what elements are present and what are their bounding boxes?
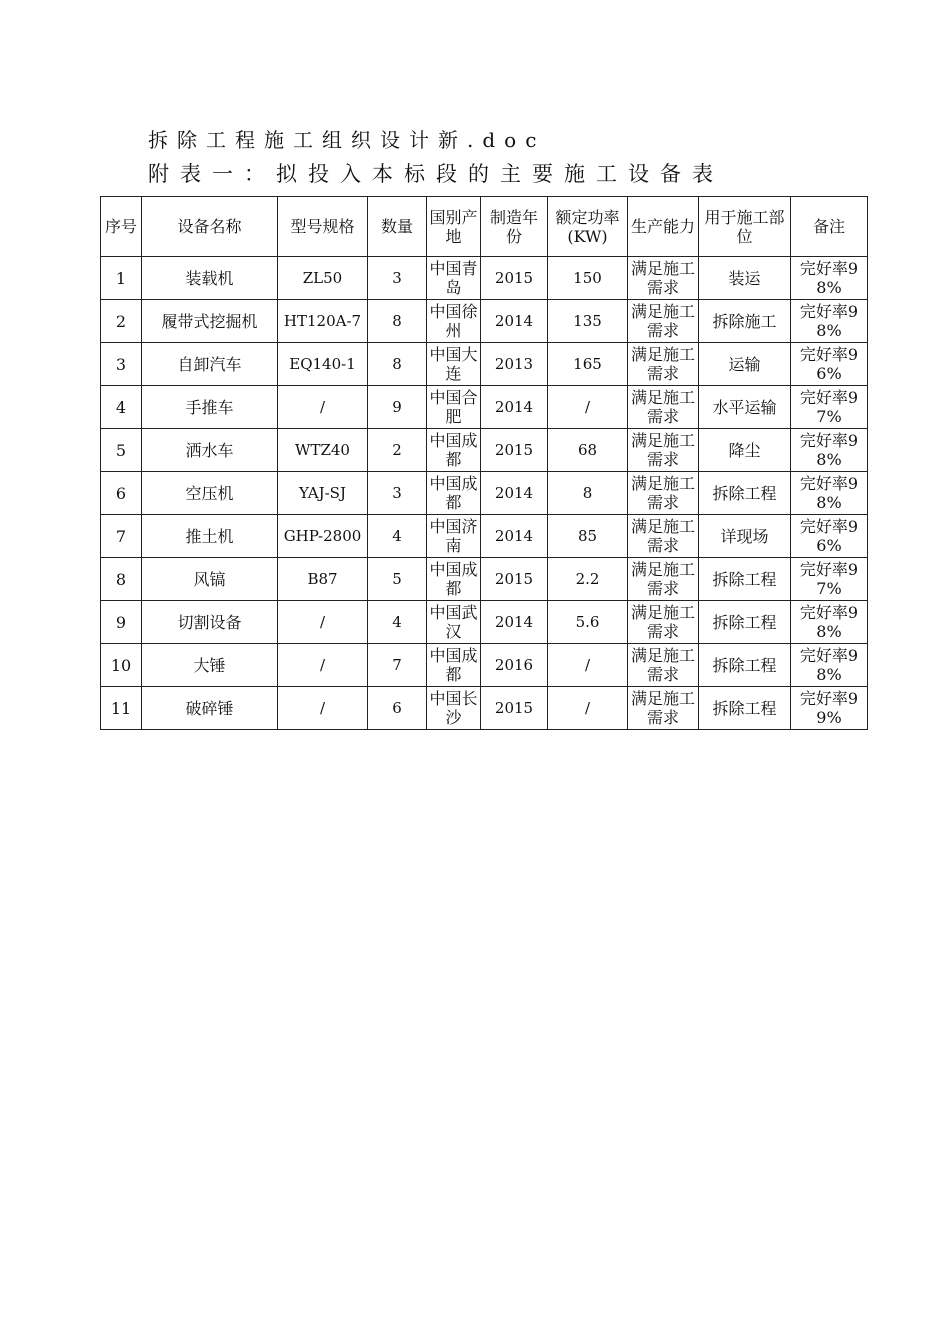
cell-year: 2014 [481,386,548,429]
header-capacity: 生产能力 [628,197,699,257]
cell-power: 2.2 [548,558,628,601]
cell-year: 2013 [481,343,548,386]
cell-qty: 8 [368,300,427,343]
cell-capacity: 满足施工需求 [628,644,699,687]
cell-origin: 中国济南 [427,515,481,558]
cell-remark: 完好率97% [791,558,868,601]
cell-usage: 装运 [699,257,791,300]
cell-model: B87 [278,558,368,601]
cell-usage: 拆除工程 [699,601,791,644]
table-header-row [101,197,868,257]
cell-power: 150 [548,257,628,300]
cell-remark: 完好率98% [791,472,868,515]
table-row [101,472,868,515]
cell-year: 2014 [481,515,548,558]
cell-origin: 中国成都 [427,558,481,601]
cell-year: 2015 [481,429,548,472]
cell-name: 装载机 [142,257,278,300]
cell-qty: 9 [368,386,427,429]
table-row [101,386,868,429]
cell-usage: 拆除工程 [699,558,791,601]
cell-no: 10 [101,644,142,687]
header-usage: 用于施工部位 [699,197,791,257]
cell-name: 手推车 [142,386,278,429]
cell-year: 2015 [481,687,548,730]
cell-qty: 4 [368,601,427,644]
cell-no: 6 [101,472,142,515]
table-row [101,300,868,343]
cell-name: 风镐 [142,558,278,601]
cell-power: / [548,687,628,730]
cell-origin: 中国武汉 [427,601,481,644]
cell-usage: 降尘 [699,429,791,472]
cell-qty: 5 [368,558,427,601]
header-origin: 国别产地 [427,197,481,257]
cell-no: 7 [101,515,142,558]
cell-year: 2015 [481,257,548,300]
cell-capacity: 满足施工需求 [628,601,699,644]
cell-no: 4 [101,386,142,429]
cell-origin: 中国成都 [427,472,481,515]
header-power: 额定功率(KW) [548,197,628,257]
cell-model: EQ140-1 [278,343,368,386]
cell-name: 大锤 [142,644,278,687]
cell-year: 2015 [481,558,548,601]
cell-qty: 7 [368,644,427,687]
equipment-table [100,196,868,730]
cell-no: 9 [101,601,142,644]
cell-model: / [278,687,368,730]
table-row [101,558,868,601]
cell-year: 2016 [481,644,548,687]
cell-power: 68 [548,429,628,472]
cell-capacity: 满足施工需求 [628,386,699,429]
cell-name: 空压机 [142,472,278,515]
header-qty: 数量 [368,197,427,257]
table-row [101,343,868,386]
cell-name: 履带式挖掘机 [142,300,278,343]
cell-no: 11 [101,687,142,730]
table-row [101,257,868,300]
cell-year: 2014 [481,300,548,343]
table-row [101,687,868,730]
cell-capacity: 满足施工需求 [628,343,699,386]
cell-model: HT120A-7 [278,300,368,343]
document-title: 拆除工程施工组织设计新.doc [148,128,546,152]
cell-year: 2014 [481,472,548,515]
cell-capacity: 满足施工需求 [628,687,699,730]
cell-origin: 中国合肥 [427,386,481,429]
cell-capacity: 满足施工需求 [628,515,699,558]
cell-usage: 拆除工程 [699,687,791,730]
cell-remark: 完好率96% [791,343,868,386]
cell-no: 1 [101,257,142,300]
table-row [101,601,868,644]
table-body [101,257,868,730]
cell-year: 2014 [481,601,548,644]
cell-usage: 拆除工程 [699,644,791,687]
cell-remark: 完好率97% [791,386,868,429]
cell-remark: 完好率98% [791,257,868,300]
cell-origin: 中国成都 [427,429,481,472]
cell-capacity: 满足施工需求 [628,300,699,343]
cell-model: YAJ-SJ [278,472,368,515]
cell-usage: 详现场 [699,515,791,558]
cell-model: WTZ40 [278,429,368,472]
cell-qty: 2 [368,429,427,472]
cell-name: 洒水车 [142,429,278,472]
header-year: 制造年份 [481,197,548,257]
cell-qty: 3 [368,472,427,515]
cell-power: 5.6 [548,601,628,644]
cell-usage: 拆除工程 [699,472,791,515]
cell-remark: 完好率96% [791,515,868,558]
cell-power: 85 [548,515,628,558]
cell-usage: 运输 [699,343,791,386]
cell-remark: 完好率98% [791,300,868,343]
cell-origin: 中国徐州 [427,300,481,343]
cell-qty: 4 [368,515,427,558]
cell-usage: 水平运输 [699,386,791,429]
cell-qty: 3 [368,257,427,300]
cell-capacity: 满足施工需求 [628,472,699,515]
cell-capacity: 满足施工需求 [628,429,699,472]
cell-name: 推土机 [142,515,278,558]
cell-remark: 完好率99% [791,687,868,730]
table-title: 附表一：拟投入本标段的主要施工设备表 [148,162,724,186]
cell-power: 165 [548,343,628,386]
cell-no: 3 [101,343,142,386]
cell-origin: 中国青岛 [427,257,481,300]
cell-power: / [548,386,628,429]
cell-name: 切割设备 [142,601,278,644]
cell-no: 8 [101,558,142,601]
table-row [101,644,868,687]
cell-power: / [548,644,628,687]
cell-no: 5 [101,429,142,472]
table-row [101,515,868,558]
cell-origin: 中国成都 [427,644,481,687]
cell-model: GHP-2800 [278,515,368,558]
cell-usage: 拆除施工 [699,300,791,343]
cell-model: / [278,601,368,644]
cell-capacity: 满足施工需求 [628,257,699,300]
cell-power: 135 [548,300,628,343]
cell-remark: 完好率98% [791,644,868,687]
cell-model: / [278,386,368,429]
header-model: 型号规格 [278,197,368,257]
header-remark: 备注 [791,197,868,257]
cell-remark: 完好率98% [791,429,868,472]
cell-model: ZL50 [278,257,368,300]
cell-name: 自卸汽车 [142,343,278,386]
header-name: 设备名称 [142,197,278,257]
cell-origin: 中国大连 [427,343,481,386]
cell-qty: 6 [368,687,427,730]
cell-power: 8 [548,472,628,515]
cell-remark: 完好率98% [791,601,868,644]
cell-name: 破碎锤 [142,687,278,730]
cell-model: / [278,644,368,687]
table-row [101,429,868,472]
header-no: 序号 [101,197,142,257]
cell-no: 2 [101,300,142,343]
cell-capacity: 满足施工需求 [628,558,699,601]
cell-qty: 8 [368,343,427,386]
cell-origin: 中国长沙 [427,687,481,730]
